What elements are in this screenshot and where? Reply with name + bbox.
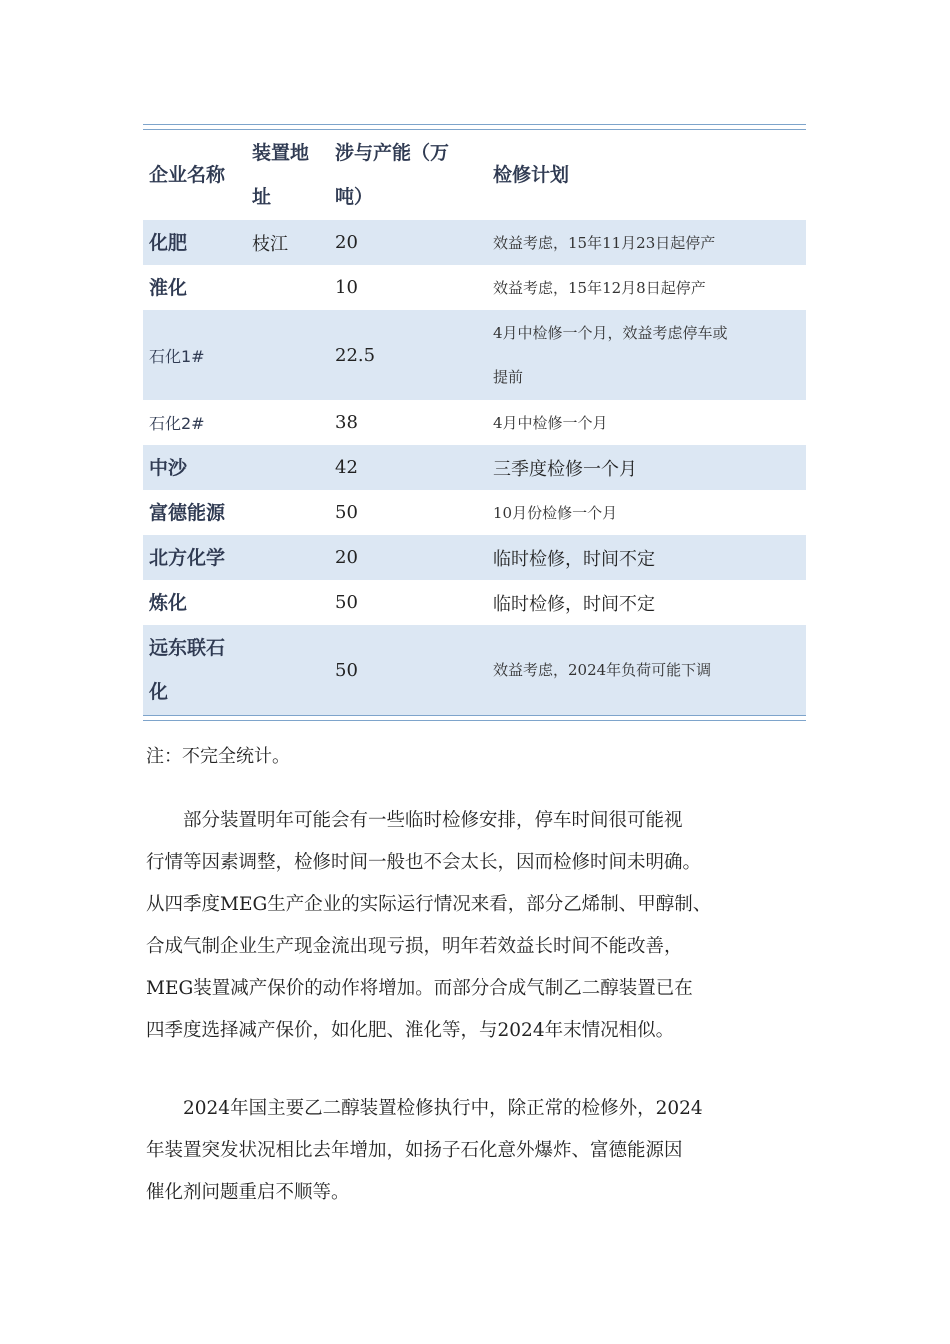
capacity-cell: 50: [335, 659, 358, 681]
company-name: 石化2#: [149, 414, 205, 433]
table-note: 注：不完全统计。: [146, 746, 290, 767]
capacity-cell: 22.5: [335, 344, 376, 366]
maintenance-table: [143, 124, 806, 721]
paragraph-line: 合成气制企业生产现金流出现亏损，明年若效益长时间不能改善，: [146, 936, 683, 957]
location-cell: [246, 310, 329, 400]
paragraph-line: MEG装置减产保价的动作将增加。而部分合成气制乙二醇装置已在: [146, 978, 693, 999]
table-header-row: [143, 130, 806, 220]
table-row: [143, 265, 806, 310]
header-capacity: 涉与产能（万 吨）: [335, 142, 450, 208]
table-row: [143, 625, 806, 715]
location-cell: [246, 445, 329, 490]
plan-cell: 10月份检修一个月: [493, 503, 618, 522]
company-name: 化肥: [149, 231, 188, 254]
capacity-cell: 50: [335, 502, 358, 523]
header-plan: 检修计划: [493, 164, 570, 186]
capacity-cell: 20: [335, 232, 358, 253]
location-cell: 枝江: [252, 233, 288, 255]
paragraph-line: 行情等因素调整，检修时间一般也不会太长，因而检修时间未明确。: [146, 852, 702, 873]
capacity-cell: 20: [335, 547, 358, 568]
capacity-cell: 10: [335, 277, 358, 298]
plan-cell: 三季度检修一个月: [493, 458, 637, 480]
location-cell: [246, 265, 329, 310]
company-name: 富德能源: [149, 501, 226, 524]
location-cell: [246, 580, 329, 625]
plan-cell: 效益考虑，2024年负荷可能下调: [493, 661, 712, 679]
table-row: [143, 445, 806, 490]
table-row: [143, 490, 806, 535]
table-row: [143, 220, 806, 265]
location-cell: [246, 535, 329, 580]
plan-cell: 效益考虑，15年12月8日起停产: [493, 278, 706, 297]
company-name: 中沙: [149, 456, 188, 479]
capacity-cell: 38: [335, 412, 358, 433]
header-location: 装置地 址: [252, 142, 310, 208]
paragraph-line: 部分装置明年可能会有一些临时检修安排，停车时间很可能视: [183, 810, 683, 831]
table-row: [143, 535, 806, 580]
plan-cell: 4月中检修一个月: [493, 413, 608, 432]
paragraph-line: 四季度选择减产保价，如化肥、淮化等，与2024年末情况相似。: [146, 1020, 675, 1041]
plan-cell: 临时检修，时间不定: [493, 593, 655, 615]
plan-cell: 临时检修，时间不定: [493, 548, 655, 570]
company-name: 炼化: [149, 591, 188, 614]
header-company: 企业名称: [149, 164, 226, 186]
paragraph-line: 年装置突发状况相比去年增加，如扬子石化意外爆炸、富德能源因: [146, 1140, 683, 1161]
table-row: [143, 310, 806, 400]
company-name: 淮化: [149, 276, 188, 299]
table-row: [143, 400, 806, 445]
location-cell: [246, 400, 329, 445]
company-name: 远东联石 化: [149, 637, 226, 703]
paragraph-1: [146, 800, 826, 1052]
plan-cell: 效益考虑，15年11月23日起停产: [493, 233, 716, 252]
table-row: [143, 580, 806, 625]
capacity-cell: 42: [335, 457, 358, 478]
location-cell: [246, 490, 329, 535]
paragraph-2: [146, 1088, 826, 1214]
company-name: 石化1#: [149, 346, 205, 366]
plan-cell: 4月中检修一个月，效益考虑停车或 提前: [493, 324, 728, 386]
paragraph-line: 2024年国主要乙二醇装置检修执行中，除正常的检修外，2024: [183, 1098, 703, 1119]
company-name: 北方化学: [149, 546, 226, 569]
paragraph-line: 催化剂问题重启不顺等。: [146, 1182, 350, 1203]
paragraph-line: 从四季度MEG生产企业的实际运行情况来看，部分乙烯制、甲醇制、: [146, 894, 712, 915]
table-bottom-rule: [143, 715, 806, 721]
capacity-cell: 50: [335, 592, 358, 613]
location-cell: [246, 625, 329, 715]
